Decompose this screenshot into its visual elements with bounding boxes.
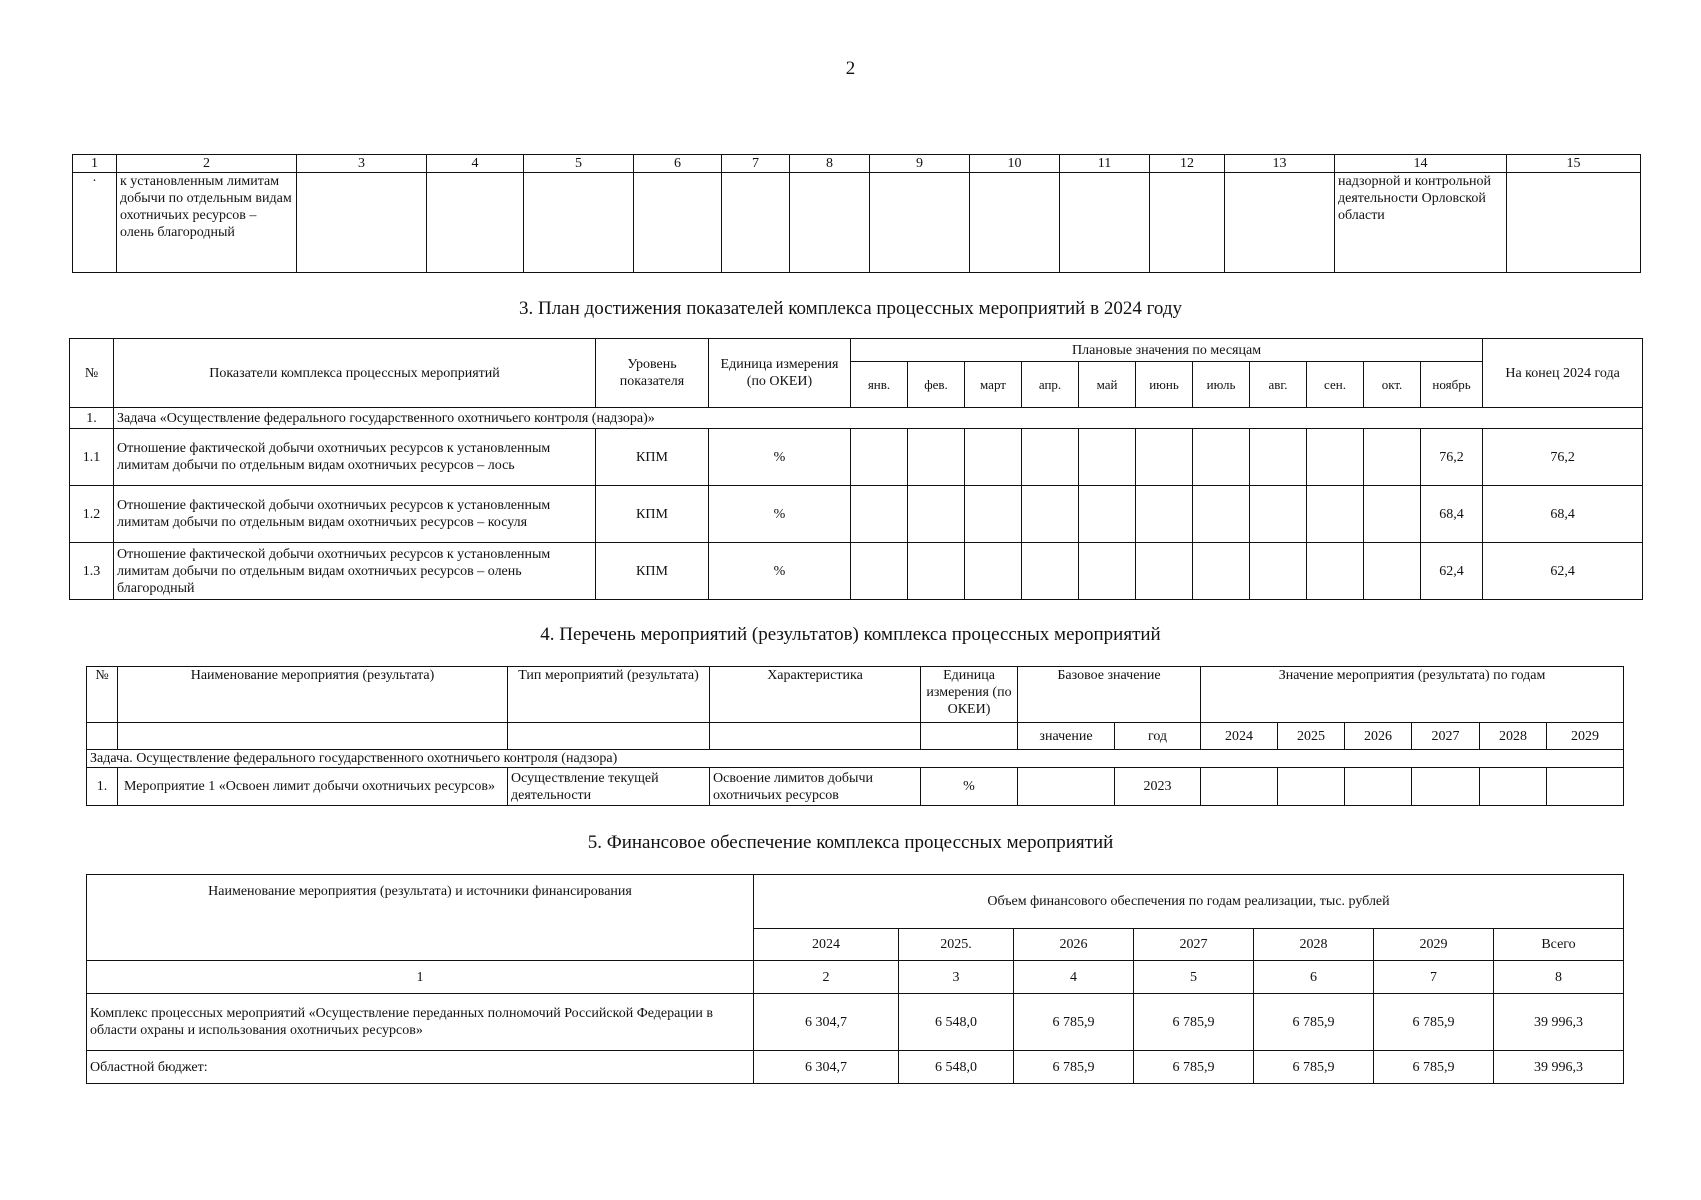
november-value: 76,2 (1421, 429, 1483, 486)
col-num: 4 (427, 155, 524, 173)
month-header: ноябрь (1421, 362, 1483, 408)
funding-total: 39 996,3 (1494, 994, 1624, 1051)
activity-type: Осуществление текущей деятельности (508, 768, 710, 806)
continuation-row (73, 173, 1641, 273)
task-row (87, 750, 1624, 768)
end-of-year-value: 68,4 (1483, 486, 1643, 543)
section5-title: 5. Финансовое обеспечение комплекса процессных мероприятий (587, 832, 1114, 853)
funding-row-name: Комплекс процессных мероприятий «Осуществление переданных полномочий Российской Федерации в области охраны и использования охотничьих ресурсов» (87, 994, 754, 1051)
continuation-table (72, 154, 1641, 273)
header-value: значение (1018, 723, 1115, 750)
row-no: 1.3 (70, 543, 114, 600)
col-num: 5 (1134, 961, 1254, 994)
funding-value: 6 785,9 (1374, 1051, 1494, 1084)
col-num: 13 (1225, 155, 1335, 173)
header-monthly-values: Плановые значения по месяцам (851, 339, 1483, 362)
indicator-unit: % (709, 543, 851, 600)
indicator-name: Отношение фактической добычи охотничьих ресурсов к установленным лимитам добычи по отдельным видам охотничьих ресурсов – лось (114, 429, 596, 486)
col-num: 14 (1335, 155, 1507, 173)
col-num: 4 (1014, 961, 1134, 994)
end-of-year-value: 62,4 (1483, 543, 1643, 600)
year-header: 2029 (1547, 723, 1624, 750)
col-num: 3 (297, 155, 427, 173)
header-funding-volume: Объем финансового обеспечения по годам реализации, тыс. рублей (754, 875, 1624, 929)
col-num: 7 (1374, 961, 1494, 994)
section4-title: 4. Перечень мероприятий (результатов) комплекса процессных мероприятий (540, 624, 1161, 645)
cell-indicator: к установленным лимитам добычи по отдельным видам охотничьих ресурсов – олень благородный (117, 173, 297, 273)
col-num: 10 (970, 155, 1060, 173)
year-header: 2024 (754, 929, 899, 961)
task-text: Задача «Осуществление федерального государственного охотничьего контроля (надзора)» (114, 408, 1643, 429)
indicator-name: Отношение фактической добычи охотничьих ресурсов к установленным лимитам добычи по отдельным видам охотничьих ресурсов – олень благородный (114, 543, 596, 600)
col-num: 1 (73, 155, 117, 173)
row-no: 1.1 (70, 429, 114, 486)
funding-value: 6 785,9 (1254, 994, 1374, 1051)
indicator-name: Отношение фактической добычи охотничьих ресурсов к установленным лимитам добычи по отдельным видам охотничьих ресурсов – косуля (114, 486, 596, 543)
table-row (87, 994, 1624, 1051)
table-row (87, 768, 1624, 806)
funding-row-name: Областной бюджет: (87, 1051, 754, 1084)
row-no: 1. (87, 768, 118, 806)
header-no: № (70, 339, 114, 408)
indicator-unit: % (709, 429, 851, 486)
col-num: 15 (1507, 155, 1641, 173)
header-indicators: Показатели комплекса процессных мероприятий (114, 339, 596, 408)
month-header: май (1079, 362, 1136, 408)
funding-value: 6 785,9 (1374, 994, 1494, 1051)
funding-value: 6 785,9 (1014, 1051, 1134, 1084)
november-value: 68,4 (1421, 486, 1483, 543)
header-values-by-year: Значение мероприятия (результата) по годам (1201, 667, 1624, 723)
activities-list-table (86, 666, 1624, 806)
header-unit: Единица измерения (по ОКЕИ) (709, 339, 851, 408)
col-num: 6 (634, 155, 722, 173)
task-text: Задача. Осуществление федерального государственного охотничьего контроля (надзора) (87, 750, 1624, 768)
activity-name: Мероприятие 1 «Освоен лимит добычи охотничьих ресурсов» (118, 768, 508, 806)
indicator-level: КПМ (596, 486, 709, 543)
month-header: июнь (1136, 362, 1193, 408)
table-row (70, 429, 1643, 486)
column-number-row (73, 155, 1641, 173)
header-unit: Единица измерения (по ОКЕИ) (921, 667, 1018, 723)
header-end-of-year: На конец 2024 года (1483, 339, 1643, 408)
row-no: 1.2 (70, 486, 114, 543)
funding-total: 39 996,3 (1494, 1051, 1624, 1084)
funding-value: 6 785,9 (1134, 994, 1254, 1051)
month-header: фев. (908, 362, 965, 408)
november-value: 62,4 (1421, 543, 1483, 600)
header-year: год (1115, 723, 1201, 750)
task-row (70, 408, 1643, 429)
col-num: 8 (790, 155, 870, 173)
table-row (70, 543, 1643, 600)
funding-value: 6 785,9 (1254, 1051, 1374, 1084)
funding-value: 6 304,7 (754, 1051, 899, 1084)
indicators-plan-table (69, 338, 1643, 600)
col-num: 5 (524, 155, 634, 173)
cell-no: · (73, 173, 117, 273)
month-header: июль (1193, 362, 1250, 408)
col-num: 9 (870, 155, 970, 173)
indicator-level: КПМ (596, 543, 709, 600)
financing-table (86, 874, 1624, 1084)
col-num: 7 (722, 155, 790, 173)
funding-value: 6 304,7 (754, 994, 899, 1051)
year-header: 2026 (1014, 929, 1134, 961)
year-header: 2027 (1134, 929, 1254, 961)
year-header: 2028 (1480, 723, 1547, 750)
year-header: 2026 (1345, 723, 1412, 750)
col-num: 3 (899, 961, 1014, 994)
header-type: Тип мероприятий (результата) (508, 667, 710, 723)
header-name: Наименование мероприятия (результата) (118, 667, 508, 723)
base-year: 2023 (1115, 768, 1201, 806)
col-num: 1 (87, 961, 754, 994)
funding-value: 6 548,0 (899, 994, 1014, 1051)
header-base-value: Базовое значение (1018, 667, 1201, 723)
cell-responsible: надзорной и контрольной деятельности Орловской области (1335, 173, 1507, 273)
year-header: 2028 (1254, 929, 1374, 961)
activity-characteristic: Освоение лимитов добычи охотничьих ресурсов (710, 768, 921, 806)
col-num: 6 (1254, 961, 1374, 994)
month-header: авг. (1250, 362, 1307, 408)
table-row (87, 1051, 1624, 1084)
header-name-sources: Наименование мероприятия (результата) и источники финансирования (87, 875, 754, 961)
header-no: № (87, 667, 118, 723)
year-header: 2024 (1201, 723, 1278, 750)
month-header: сен. (1307, 362, 1364, 408)
month-header: окт. (1364, 362, 1421, 408)
funding-value: 6 785,9 (1134, 1051, 1254, 1084)
year-header: 2025 (1278, 723, 1345, 750)
section3-title: 3. План достижения показателей комплекса процессных мероприятий в 2024 году (518, 298, 1183, 319)
col-num: 12 (1150, 155, 1225, 173)
col-num: 2 (754, 961, 899, 994)
task-no: 1. (70, 408, 114, 429)
col-num: 11 (1060, 155, 1150, 173)
col-num: 8 (1494, 961, 1624, 994)
indicator-unit: % (709, 486, 851, 543)
end-of-year-value: 76,2 (1483, 429, 1643, 486)
header-characteristic: Характеристика (710, 667, 921, 723)
col-num: 2 (117, 155, 297, 173)
column-number-row (87, 961, 1624, 994)
header-level: Уровень показателя (596, 339, 709, 408)
page-number: 2 (845, 58, 856, 79)
funding-value: 6 548,0 (899, 1051, 1014, 1084)
year-header: 2025. (899, 929, 1014, 961)
month-header: март (965, 362, 1022, 408)
funding-value: 6 785,9 (1014, 994, 1134, 1051)
indicator-level: КПМ (596, 429, 709, 486)
activity-unit: % (921, 768, 1018, 806)
month-header: апр. (1022, 362, 1079, 408)
month-header: янв. (851, 362, 908, 408)
total-header: Всего (1494, 929, 1624, 961)
table-row (70, 486, 1643, 543)
year-header: 2027 (1412, 723, 1480, 750)
year-header: 2029 (1374, 929, 1494, 961)
